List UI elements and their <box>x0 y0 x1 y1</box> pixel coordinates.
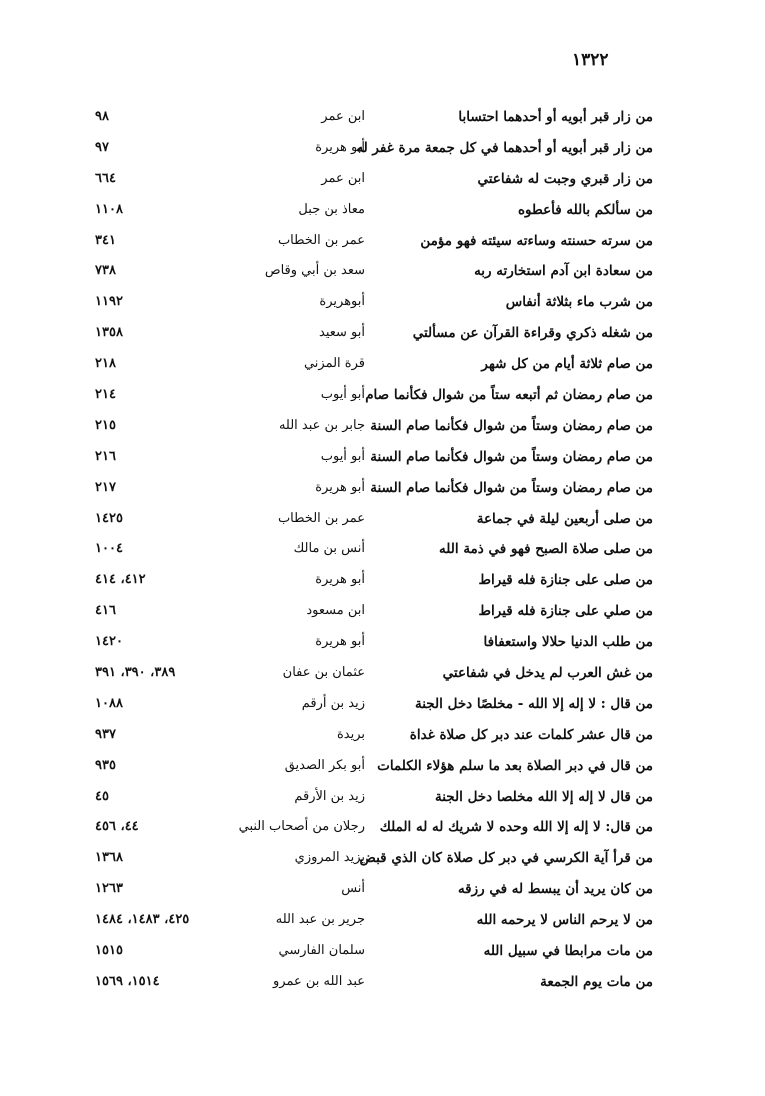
index-row <box>95 936 653 967</box>
index-row <box>95 874 653 905</box>
hadith-reference-numbers: ٣٨٩، ٣٩٠، ٣٩١ <box>95 665 176 681</box>
hadith-text: من غش العرب لم يدخل في شفاعتي <box>442 665 653 682</box>
narrator-name: أنس بن مالك <box>293 541 365 557</box>
hadith-text: من صلى صلاة الصبح فهو في ذمة الله <box>439 541 653 558</box>
narrator-name: قرة المزني <box>303 356 365 372</box>
narrator-name: أبو هريرة <box>315 479 365 495</box>
index-row <box>95 905 653 936</box>
index-row <box>95 534 653 565</box>
narrator-name: أبو هريرة <box>315 139 365 155</box>
hadith-reference-numbers: ٩٣٧ <box>95 726 116 742</box>
hadith-text: من صلي على جنازة فله قيراط <box>478 603 653 620</box>
hadith-reference-numbers: ٩٨ <box>95 109 109 124</box>
hadith-reference-numbers: ١٥١٥ <box>95 943 123 959</box>
index-row <box>95 287 653 318</box>
hadith-reference-numbers: ٤٥ <box>95 788 109 804</box>
index-row <box>95 720 653 751</box>
hadith-text: من طلب الدنيا حلالا واستعفافا <box>483 634 653 651</box>
index-row <box>95 411 653 442</box>
hadith-text: من كان يريد أن يبسط له في رزقه <box>457 881 653 898</box>
narrator-name: أبو هريرة <box>315 634 365 650</box>
hadith-reference-numbers: ٤٤، ٤٥٦ <box>95 819 139 835</box>
index-row <box>95 164 653 195</box>
narrator-name: ابن مسعود <box>306 603 365 619</box>
index-row <box>95 812 653 843</box>
hadith-text: من شرب ماء بثلاثة أنفاس <box>505 294 653 311</box>
hadith-reference-numbers: ٢١٦ <box>95 448 116 464</box>
index-row <box>95 751 653 782</box>
hadith-text: من صام رمضان وستاً من شوال فكأنما صام السنة <box>370 479 653 496</box>
index-row <box>95 195 653 226</box>
narrator-name: زيد بن الأرقم <box>294 788 365 804</box>
hadith-reference-numbers: ٩٧ <box>95 139 109 155</box>
hadith-text: من مات مرابطا في سبيل الله <box>483 943 653 960</box>
hadith-text: من قال في دبر الصلاة بعد ما سلم هؤلاء الكلمات <box>377 757 653 774</box>
hadith-text: من صام رمضان وستاً من شوال فكأنما صام السنة <box>370 417 653 434</box>
hadith-text: من سرته حسنته وساءته سيئته فهو مؤمن <box>420 232 653 249</box>
hadith-text: من صلى أربعين ليلة في جماعة <box>476 510 653 527</box>
hadith-text: من زار قبر أبويه أو أحدهما في كل جمعة مرة غفر له <box>356 139 653 156</box>
hadith-reference-numbers: ٢١٨ <box>95 356 116 372</box>
narrator-name: يزيد المروزي <box>294 850 365 866</box>
narrator-name: عبد الله بن عمرو <box>273 973 365 989</box>
hadith-reference-numbers: ٣٤١ <box>95 232 116 248</box>
hadith-text: من قال: لا إله إلا الله وحده لا شريك له له الملك <box>379 819 653 836</box>
narrator-name: بريدة <box>336 726 365 742</box>
page-number: ١٣٢٢ <box>572 50 609 70</box>
hadith-reference-numbers: ١٤٢٥ <box>95 510 123 526</box>
index-row <box>95 349 653 380</box>
hadith-reference-numbers: ١٠٨٨ <box>95 695 123 711</box>
hadith-reference-numbers: ٤١٦ <box>95 603 116 619</box>
narrator-name: سلمان الفارسي <box>278 943 365 959</box>
hadith-text: من سعادة ابن آدم استخارته ربه <box>474 263 653 280</box>
hadith-text: من صام رمضان ثم أتبعه ستاً من شوال فكأنما صام <box>365 387 653 404</box>
index-row <box>95 782 653 813</box>
narrator-name: أبو أيوب <box>320 448 365 464</box>
index-row <box>95 967 653 998</box>
narrator-name: عمر بن الخطاب <box>277 510 365 526</box>
index-row <box>95 318 653 349</box>
narrator-name: أبو بكر الصديق <box>284 757 365 773</box>
narrator-name: ابن عمر <box>321 109 365 124</box>
hadith-reference-numbers: ١٣٥٨ <box>95 325 123 341</box>
index-row <box>95 596 653 627</box>
hadith-reference-numbers: ١١٩٢ <box>95 294 123 310</box>
hadith-reference-numbers: ٩٣٥ <box>95 757 116 773</box>
hadith-text: من شغله ذكري وقراءة القرآن عن مسألتي <box>412 325 653 342</box>
hadith-reference-numbers: ١١٠٨ <box>95 201 123 217</box>
hadith-index-table <box>95 102 653 998</box>
hadith-text: من لا يرحم الناس لا يرحمه الله <box>476 912 653 929</box>
hadith-text: من قرأ آية الكرسي في دبر كل صلاة كان الذي قبض <box>359 850 653 867</box>
hadith-reference-numbers: ٤٢٥، ١٤٨٣، ١٤٨٤ <box>95 912 190 928</box>
index-row <box>95 843 653 874</box>
index-row <box>95 442 653 473</box>
index-row <box>95 102 653 133</box>
index-row <box>95 226 653 257</box>
hadith-reference-numbers: ١٢٦٣ <box>95 881 123 897</box>
hadith-text: من زار قبري وجبت له شفاعتي <box>477 170 653 187</box>
hadith-text: من قال : لا إله إلا الله - مخلصًا دخل الجنة <box>415 695 653 712</box>
hadith-reference-numbers: ١٣٦٨ <box>95 850 123 866</box>
index-row <box>95 627 653 658</box>
index-row <box>95 473 653 504</box>
hadith-text: من زار قبر أبويه أو أحدهما احتسابا <box>458 109 653 125</box>
hadith-text: من مات يوم الجمعة <box>540 973 653 990</box>
hadith-text: من قال عشر كلمات عند دبر كل صلاة غداة <box>409 726 653 743</box>
narrator-name: سعد بن أبي وقاص <box>264 263 365 279</box>
hadith-reference-numbers: ٢١٥ <box>95 417 116 433</box>
hadith-reference-numbers: ٢١٧ <box>95 479 116 495</box>
index-row <box>95 380 653 411</box>
hadith-text: من صام ثلاثة أيام من كل شهر <box>481 356 653 373</box>
hadith-reference-numbers: ١٠٠٤ <box>95 541 123 557</box>
narrator-name: ابن عمر <box>321 170 365 186</box>
hadith-reference-numbers: ١٥١٤، ١٥٦٩ <box>95 973 160 989</box>
index-row <box>95 504 653 535</box>
hadith-reference-numbers: ٧٣٨ <box>95 263 116 279</box>
index-row <box>95 689 653 720</box>
index-row <box>95 565 653 596</box>
narrator-name: عثمان بن عفان <box>282 665 365 681</box>
narrator-name: أبو أيوب <box>320 387 365 403</box>
narrator-name: أنس <box>341 881 365 897</box>
hadith-text: من قال لا إله إلا الله مخلصا دخل الجنة <box>434 788 653 805</box>
hadith-text: من سألكم بالله فأعطوه <box>517 201 653 218</box>
hadith-reference-numbers: ٤١٢، ٤١٤ <box>95 572 146 588</box>
narrator-name: جرير بن عبد الله <box>275 912 365 928</box>
narrator-name: عمر بن الخطاب <box>277 232 365 248</box>
index-row <box>95 658 653 689</box>
index-row <box>95 256 653 287</box>
hadith-text: من صام رمضان وستاً من شوال فكأنما صام السنة <box>370 448 653 465</box>
narrator-name: معاذ بن جبل <box>298 201 365 217</box>
narrator-name: أبو سعيد <box>319 325 365 341</box>
index-row <box>95 133 653 164</box>
narrator-name: أبو هريرة <box>315 572 365 588</box>
hadith-reference-numbers: ٢١٤ <box>95 387 116 403</box>
hadith-reference-numbers: ٦٦٤ <box>95 170 116 186</box>
narrator-name: جابر بن عبد الله <box>278 417 365 433</box>
narrator-name: أبوهريرة <box>319 294 365 310</box>
hadith-reference-numbers: ١٤٢٠ <box>95 634 123 650</box>
hadith-text: من صلى على جنازة فله قيراط <box>478 572 653 589</box>
narrator-name: زيد بن أرقم <box>301 695 365 711</box>
narrator-name: رجلان من أصحاب النبي <box>238 819 365 835</box>
